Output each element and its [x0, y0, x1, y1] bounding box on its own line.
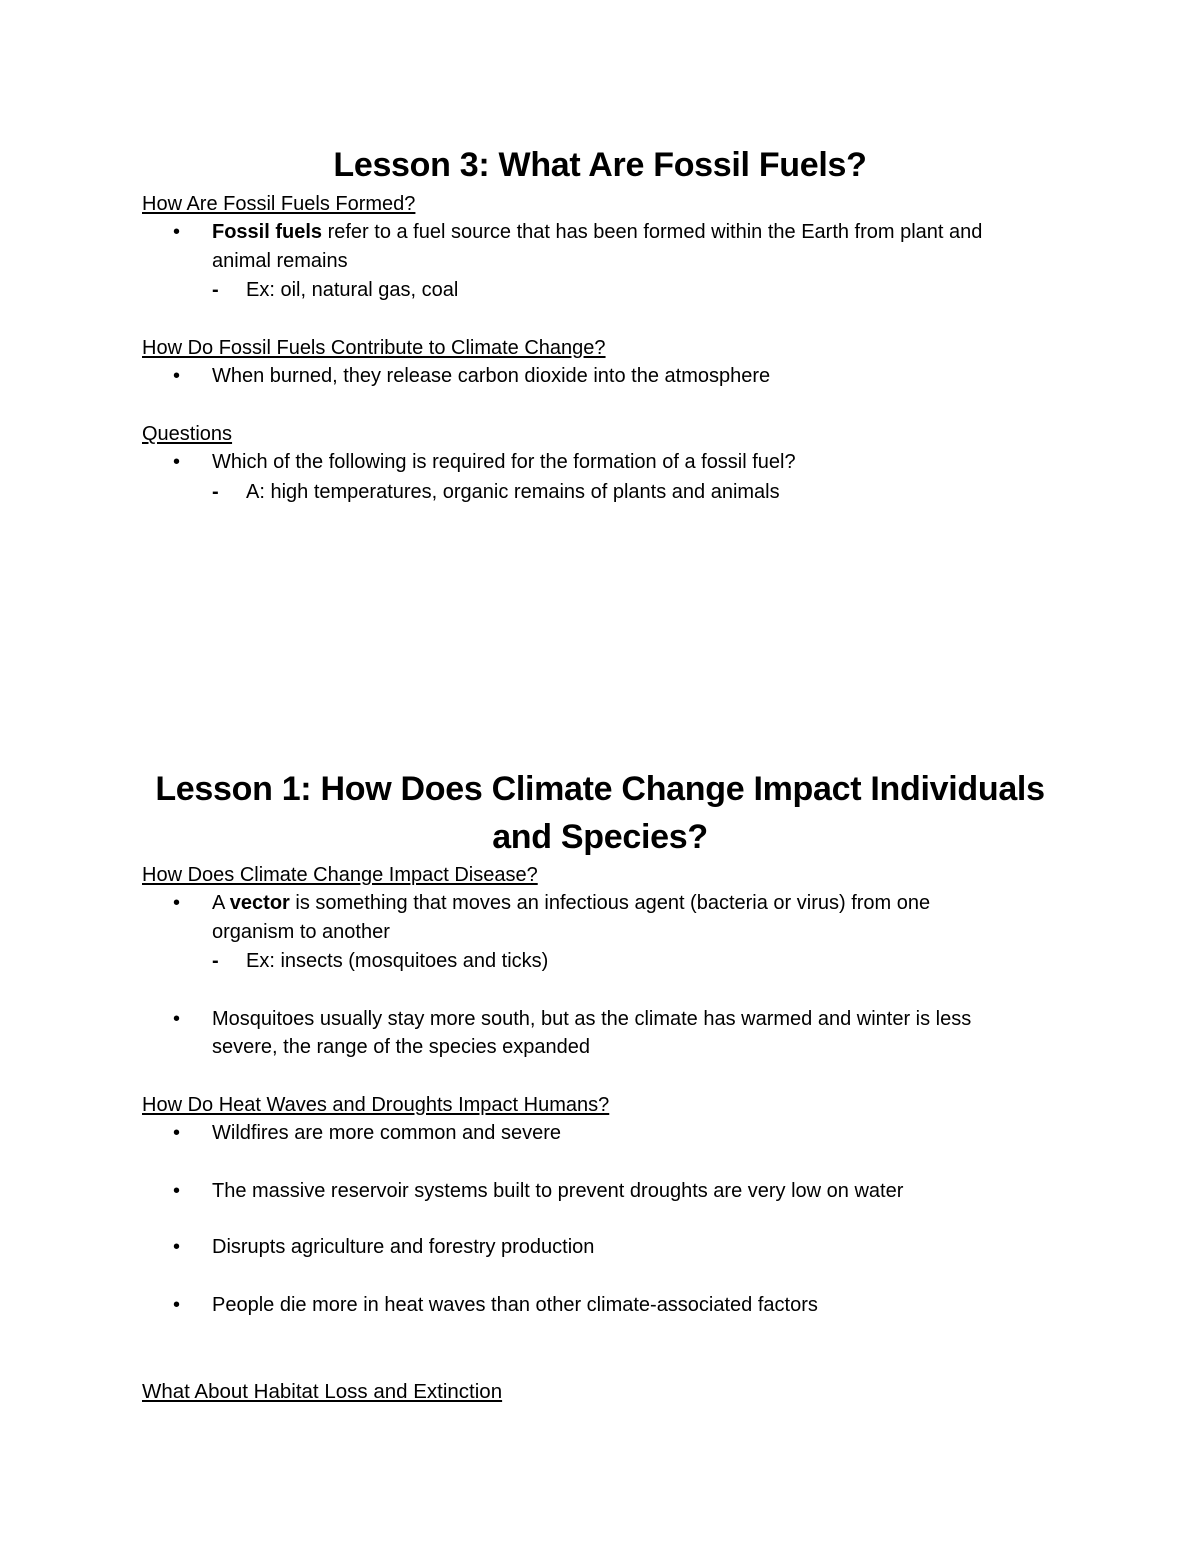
list-item: Which of the following is required for the formation of a fossil fuel? [212, 451, 796, 473]
list-item [212, 221, 982, 244]
bullet-icon: • [173, 1294, 181, 1316]
bullet-icon: • [173, 892, 181, 914]
section-heading-habitat-loss: What About Habitat Loss and Extinction [142, 1380, 503, 1403]
list-item-continuation: organism to another [212, 921, 390, 943]
sub-list-item: A: high temperatures, organic remains of plants and animals [246, 481, 780, 503]
section-heading-disease: How Does Climate Change Impact Disease? [142, 864, 538, 886]
term-vector: vector [229, 892, 290, 914]
bullet-icon: • [173, 1008, 181, 1030]
dash-icon: - [212, 279, 219, 301]
list-item: Disrupts agriculture and forestry production [212, 1236, 595, 1258]
dash-icon: - [212, 950, 219, 972]
list-item-text: A [212, 892, 230, 914]
bullet-icon: • [173, 451, 181, 473]
list-item [212, 892, 930, 915]
list-item-text: refer to a fuel source that has been formed within the Earth from plant and [322, 221, 983, 243]
list-item: Wildfires are more common and severe [212, 1122, 562, 1144]
bullet-icon: • [173, 221, 181, 243]
section-heading-climate-change-contribution: How Do Fossil Fuels Contribute to Climate Change? [142, 337, 606, 359]
section-heading-fossil-fuels-formed: How Are Fossil Fuels Formed? [142, 193, 416, 215]
list-item-continuation: animal remains [212, 250, 348, 272]
bullet-icon: • [173, 1180, 181, 1202]
list-item-continuation: severe, the range of the species expanded [212, 1036, 591, 1058]
list-item: People die more in heat waves than other climate-associated factors [212, 1294, 818, 1316]
bullet-icon: • [173, 1122, 181, 1144]
lesson3-title: Lesson 3: What Are Fossil Fuels? [333, 146, 867, 184]
sub-list-item: Ex: oil, natural gas, coal [246, 279, 459, 301]
section-heading-heat-waves: How Do Heat Waves and Droughts Impact Humans? [142, 1094, 610, 1116]
bullet-icon: • [173, 1236, 181, 1258]
list-item: When burned, they release carbon dioxide into the atmosphere [212, 365, 771, 387]
term-fossil-fuels: Fossil fuels [212, 221, 323, 243]
bullet-icon: • [173, 365, 181, 387]
list-item: Mosquitoes usually stay more south, but as the climate has warmed and winter is less [212, 1008, 972, 1030]
list-item: The massive reservoir systems built to prevent droughts are very low on water [212, 1180, 904, 1202]
section-heading-questions: Questions [142, 423, 233, 445]
list-item-text: is something that moves an infectious agent (bacteria or virus) from one [289, 892, 931, 914]
lesson1-title-line1: Lesson 1: How Does Climate Change Impact Individuals [155, 770, 1045, 808]
sub-list-item: Ex: insects (mosquitoes and ticks) [246, 950, 549, 972]
dash-icon: - [212, 481, 219, 503]
lesson1-title-line2: and Species? [492, 818, 708, 856]
